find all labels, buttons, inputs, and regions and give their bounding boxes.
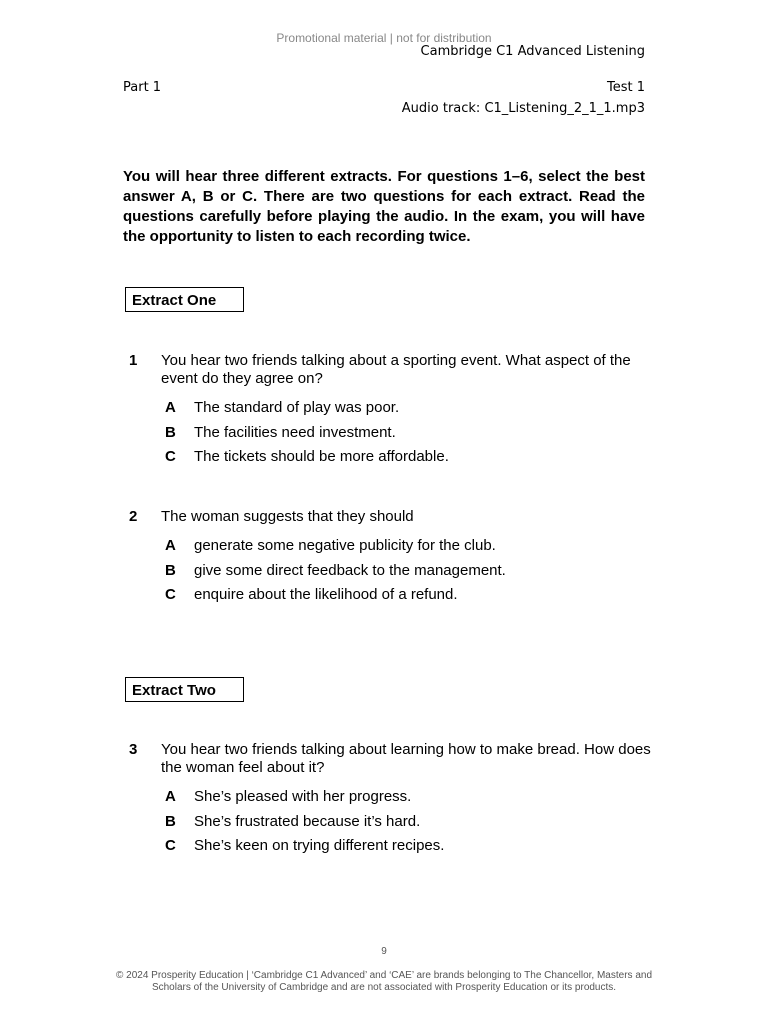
option-text: enquire about the likelihood of a refund.	[194, 586, 458, 603]
extract-two-heading: Extract Two	[125, 677, 244, 702]
promo-notice: Promotional material | not for distribution	[276, 31, 492, 45]
option-text: give some direct feedback to the management.	[194, 562, 506, 579]
option-text: The facilities need investment.	[194, 424, 396, 441]
question-number: 3	[129, 741, 138, 758]
copyright-footer	[0, 970, 768, 994]
option-letter: A	[165, 788, 176, 805]
question-text: You hear two friends talking about learning how to make bread. How does the woman feel about it?	[161, 741, 651, 776]
option-text: She’s pleased with her progress.	[194, 788, 412, 805]
question-text: You hear two friends talking about a sporting event. What aspect of the event do they agree on?	[161, 352, 631, 387]
copyright-line: © 2024 Prosperity Education | ‘Cambridge C1 Advanced’ and ‘CAE’ are brands belonging to The Chancellor, Masters and	[115, 970, 652, 981]
option-letter: B	[165, 813, 176, 830]
extract-one-heading: Extract One	[125, 287, 244, 312]
question-number: 1	[129, 352, 138, 369]
question-number: 2	[129, 508, 138, 525]
test-label: Test 1	[606, 80, 645, 95]
option-text: The tickets should be more affordable.	[194, 448, 449, 465]
copyright-line: Scholars of the University of Cambridge and are not associated with Prosperity Education or its products.	[151, 982, 617, 993]
option-letter: C	[165, 448, 176, 465]
option-letter: B	[165, 562, 176, 579]
instructions: You will hear three different extracts. For questions 1–6, select the best answer A, B or C. There are two questions for each extract. Read the questions carefully before playing the audio. In the exam, you will have the opportunity to listen to each recording twice.	[123, 168, 645, 245]
part-label: Part 1	[123, 80, 162, 95]
page-number: 9	[381, 946, 387, 957]
option-letter: A	[165, 399, 176, 416]
option-letter: B	[165, 424, 176, 441]
option-text: She’s frustrated because it’s hard.	[194, 813, 421, 830]
question-text: The woman suggests that they should	[161, 508, 414, 525]
audio-track-label: Audio track: C1_Listening_2_1_1.mp3	[401, 101, 645, 116]
option-letter: C	[165, 837, 176, 854]
option-letter: A	[165, 537, 176, 554]
option-text: The standard of play was poor.	[194, 399, 400, 416]
document-title: Cambridge C1 Advanced Listening	[420, 44, 645, 59]
option-text: generate some negative publicity for the club.	[194, 537, 496, 554]
option-letter: C	[165, 586, 176, 603]
option-text: She’s keen on trying different recipes.	[194, 837, 445, 854]
